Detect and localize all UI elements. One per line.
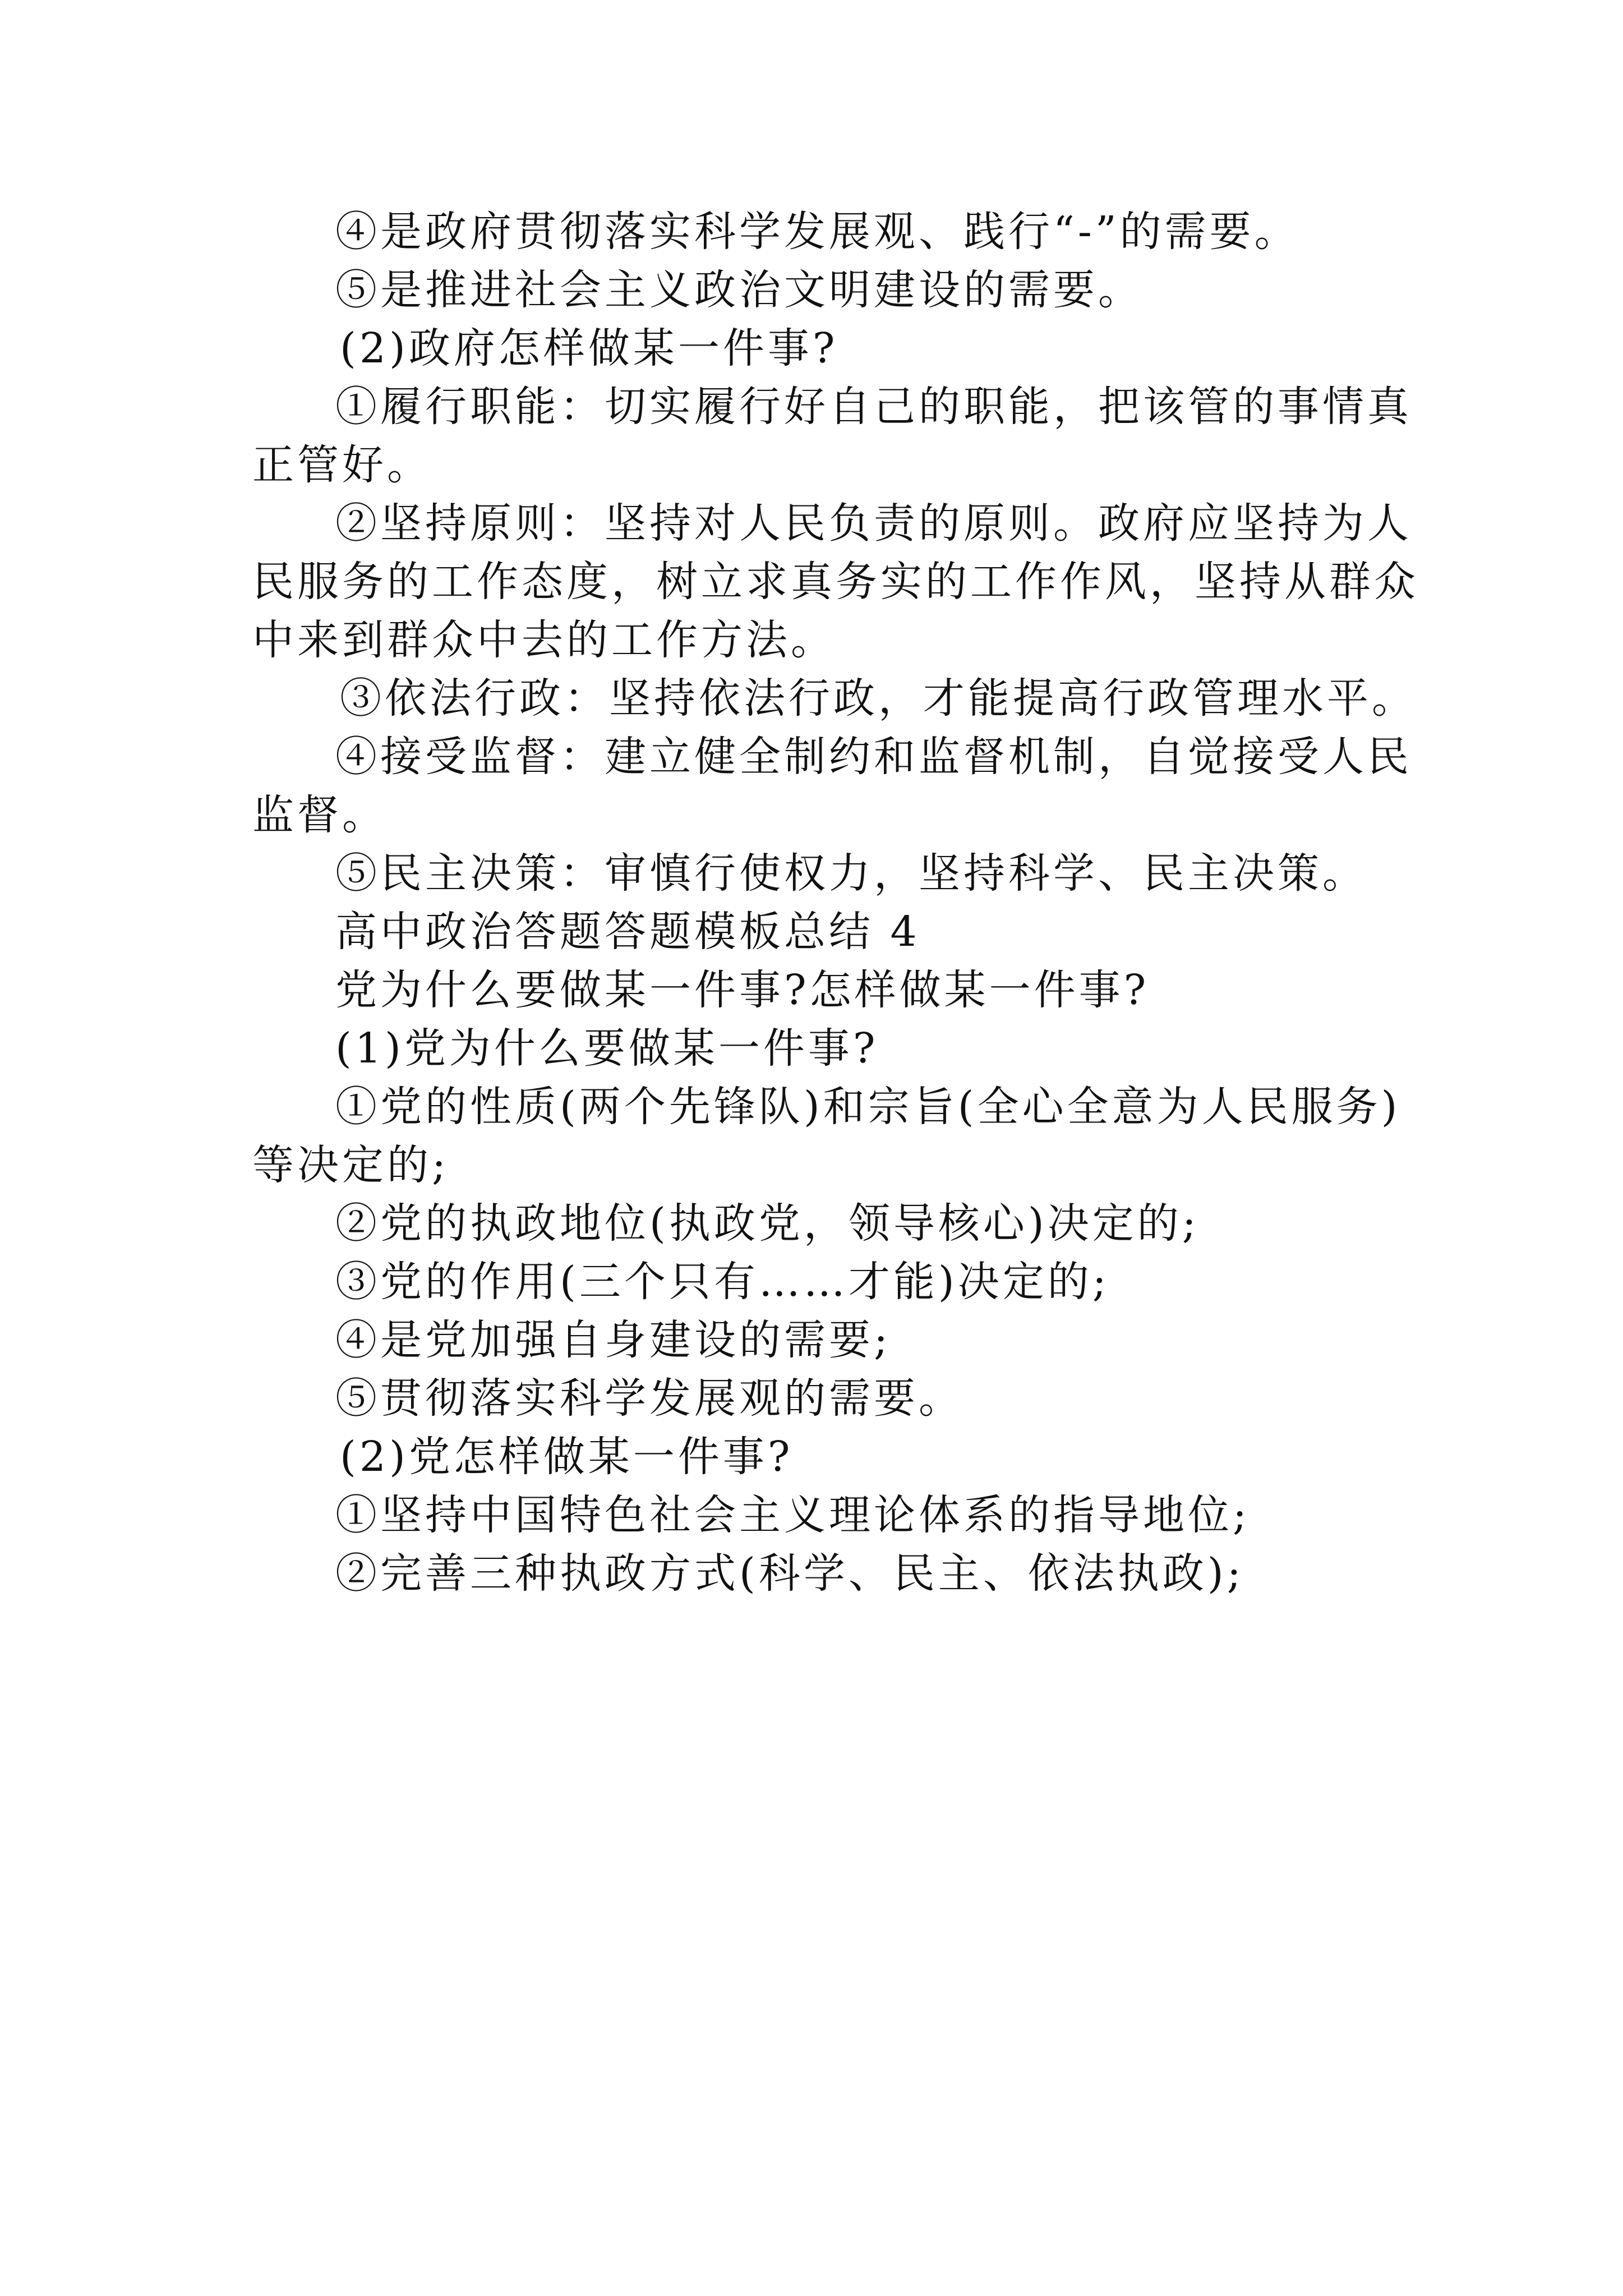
paragraph-line: 等决定的;: [252, 1141, 449, 1189]
section-subheading: (1)党为什么要做某一件事?: [335, 1024, 879, 1073]
paragraph-line: ①履行职能：切实履行好自己的职能，把该管的事情真: [335, 383, 1412, 431]
paragraph-line: ④是党加强自身建设的需要;: [335, 1316, 891, 1364]
document-body: [252, 203, 1419, 1598]
paragraph-line: ⑤民主决策：审慎行使权力，坚持科学、民主决策。: [335, 849, 1367, 898]
paragraph-line: ②完善三种执政方式(科学、民主、依法执政);: [335, 1549, 1244, 1598]
paragraph-line: ②坚持原则：坚持对人民负责的原则。政府应坚持为人: [335, 499, 1412, 547]
section-subheading: (2)党怎样做某一件事?: [340, 1433, 794, 1481]
paragraph-line: ②党的执政地位(执政党，领导核心)决定的;: [335, 1199, 1200, 1248]
question-line: 党为什么要做某一件事?怎样做某一件事?: [335, 966, 1150, 1014]
paragraph-line: 监督。: [252, 791, 387, 839]
section-heading: 高中政治答题答题模板总结 4: [335, 908, 920, 956]
paragraph-line: 正管好。: [252, 441, 432, 489]
paragraph-line: ③依法行政：坚持依法行政，才能提高行政管理水平。: [340, 674, 1417, 723]
section-subheading: (2)政府怎样做某一件事?: [340, 324, 838, 372]
paragraph-line: ③党的作用(三个只有……才能)决定的;: [335, 1258, 1110, 1306]
paragraph-line: ①党的性质(两个先锋队)和宗旨(全心全意为人民服务): [335, 1083, 1401, 1131]
paragraph-line: 中来到群众中去的工作方法。: [252, 616, 836, 664]
paragraph-line: ④接受监督：建立健全制约和监督机制，自觉接受人民: [335, 733, 1412, 781]
paragraph-line: ④是政府贯彻落实科学发展观、践行“-”的需要。: [335, 208, 1299, 256]
paragraph-line: ⑤贯彻落实科学发展观的需要。: [335, 1374, 963, 1423]
paragraph-line: 民服务的工作态度，树立求真务实的工作作风，坚持从群众: [252, 558, 1419, 606]
paragraph-line: ⑤是推进社会主义政治文明建设的需要。: [335, 266, 1143, 314]
paragraph-line: ①坚持中国特色社会主义理论体系的指导地位;: [335, 1491, 1250, 1539]
